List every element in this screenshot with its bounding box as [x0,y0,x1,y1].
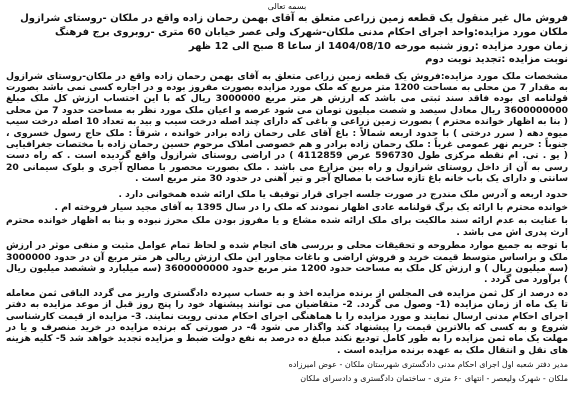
basmala: بسمه تعالی [267,2,307,11]
auction-location: ملکان مورد مزایده:واحد اجرای احکام مدنی ملکان-شهرک ولی عصر خیابان 60 متری -روبروی برج فرهنگ [55,27,568,38]
auction-round: نوبت مزایده :تجدید نوبت دوم [425,54,568,65]
valuation-paragraph: با توجه به جمیع موارد مطروحه و تحقیقات محلی و بررسی های انجام شده و لحاظ تمام عوامل مثبت و منفی موثر در ارزش ملک و براساس متوسط قیمت خرید و فروش اراضی و باغات مجاور این ملک ارزش ریالی هر متر مربع آن در حدود 3000000 (سه میلیون ریال ) و ارزش کل ملک به مساحت حدود 1200 متر مربع حدود 3600000000 (سه میلیارد و ششصد میلیون ریال ) برآورد می گردد . [6,240,569,286]
property-description: مشخصات ملک مورد مزایده:فروش یک قطعه زمین زراعی متعلق به آقای بهمن رحمان زاده واقع در ملکان-روستای شرازول به مقدار 7 من محلی به مساحت 1200 متر مربع که ملک مورد مزایده بصورت مفروز بوده و در اجاره کسی نمی باشد بصورت قولنامه ای بوده فاقد سند ثبتی می باشد که ارزش هر متر مربع 3000000 ریال که با این احتساب ارزش کل ملک مبلغ 3600000000 ریال معادل سیصد و شصت میلیون تومان می شود عرصه و اعیان ملک مورد نظر به مساحت حدود 7 من محلی ( بنا به اظهار خوانده محترم ) بصورت زمین زراعی و باغی که دارای چند اصله درخت سیب و بید به تعداد 10 اصله درخت سیب میوه دهه ( سرر درختی ) با حدود اربعه شمالاً : باغ آقای علی رحمان زاده برادر خوانده ، شرقاً : ملک حاج رسول خسروی ، جنوباً : حریم نهر عمومی غرباً : ملک رحمان زاده برادر و هم خصوصی املاک مرحوم حسین رحمان زاده با مختصات جغرافیایی ( یو . تی. ام نقطه مرکزی طول 596730 عرض 4112859 ) در اراضی روستای شرازول واقع گردیده است . که راه دست رسی به آن از داخل روستای شرازول و راه بین مزارع می باشد . ملک بصورت محصور با مصالح آجری و بلوک سیمانی 20 سانتی و دارای یک باب خانه باغ تازه ساخت با مصالح آجر و تیر آهنی در حدود 30 متر مربع است . [6,70,568,185]
ownership-note: با عنایت به عدم ارائه سند مالکیت برای ملک ارائه شده مشاع و یا مفروز بودن ملک محرز نبوده و بنا به اظهار خوانده محترم ارث پدری اش می باشد . [6,215,568,238]
signature-line: مدیر دفتر شعبه اول اجرای احکام مدنی دادگستری شهرستان ملکان - عوض امیرزاده [288,360,568,370]
notice-title: فروش مال غیر منقول یک قطعه زمین زراعی متعلق به آقای بهمن رحمان زاده واقع در ملکان -روستای شرازول [20,13,568,24]
auction-terms: ده درصد از کل ثمن مزایده فی المجلس از برنده مزایده اخذ و به حساب سپرده دادگستری واریز می گردد الباقی ثمن معامله تا یک ماه از زمان مزایده (1- وصول می گردد. 2- متقاضیان می توانند پیشنهاد خود را پنج روز قبل از موعد مزایده به دفتر اجرای احکام مدنی ارسال نمایند و مورد مزایده را با هماهنگی اجرای احکام مدنی رویت نمایند. 3- مزایده از قیمت کارشناسی شروع و به کسی که بالاترین قیمت را پیشنهاد کند واگذار می شود 4- در صورتی که برنده مزایده در خرید منصرف و یا در مهلت یک ماه ثمن مزایده را به طور کامل تودیع نکند مبلغ ده درصد به نفع دولت ضبط و مزایده تجدید خواهد شد 5- کلیه هزینه های نقل و انتقال ملک به عهده برنده مزایده است . [6,287,569,356]
boundaries-note: حدود اربعه و آدرس ملک مندرج در صورت جلسه اجرای قرار توقیف یا ملک ارائه شده همخوانی دارد . [118,188,568,200]
address-line: ملکان - شهرک ولیعصر - انتهای ۶۰ متری - ساختمان دادگستری و دادسرای ملکان [300,374,568,384]
auction-time: زمان مورد مزایده :روز شنبه مورخه 1404/08/10 از ساعا 8 صبح الی 12 ظهر [188,40,568,52]
defendant-statement: خوانده محترم با ارائه یک برگ قولنامه عادی اظهار نمودند که ملک را در سال 1395 به آقای مجید سیار فروخته ام . [54,201,568,213]
